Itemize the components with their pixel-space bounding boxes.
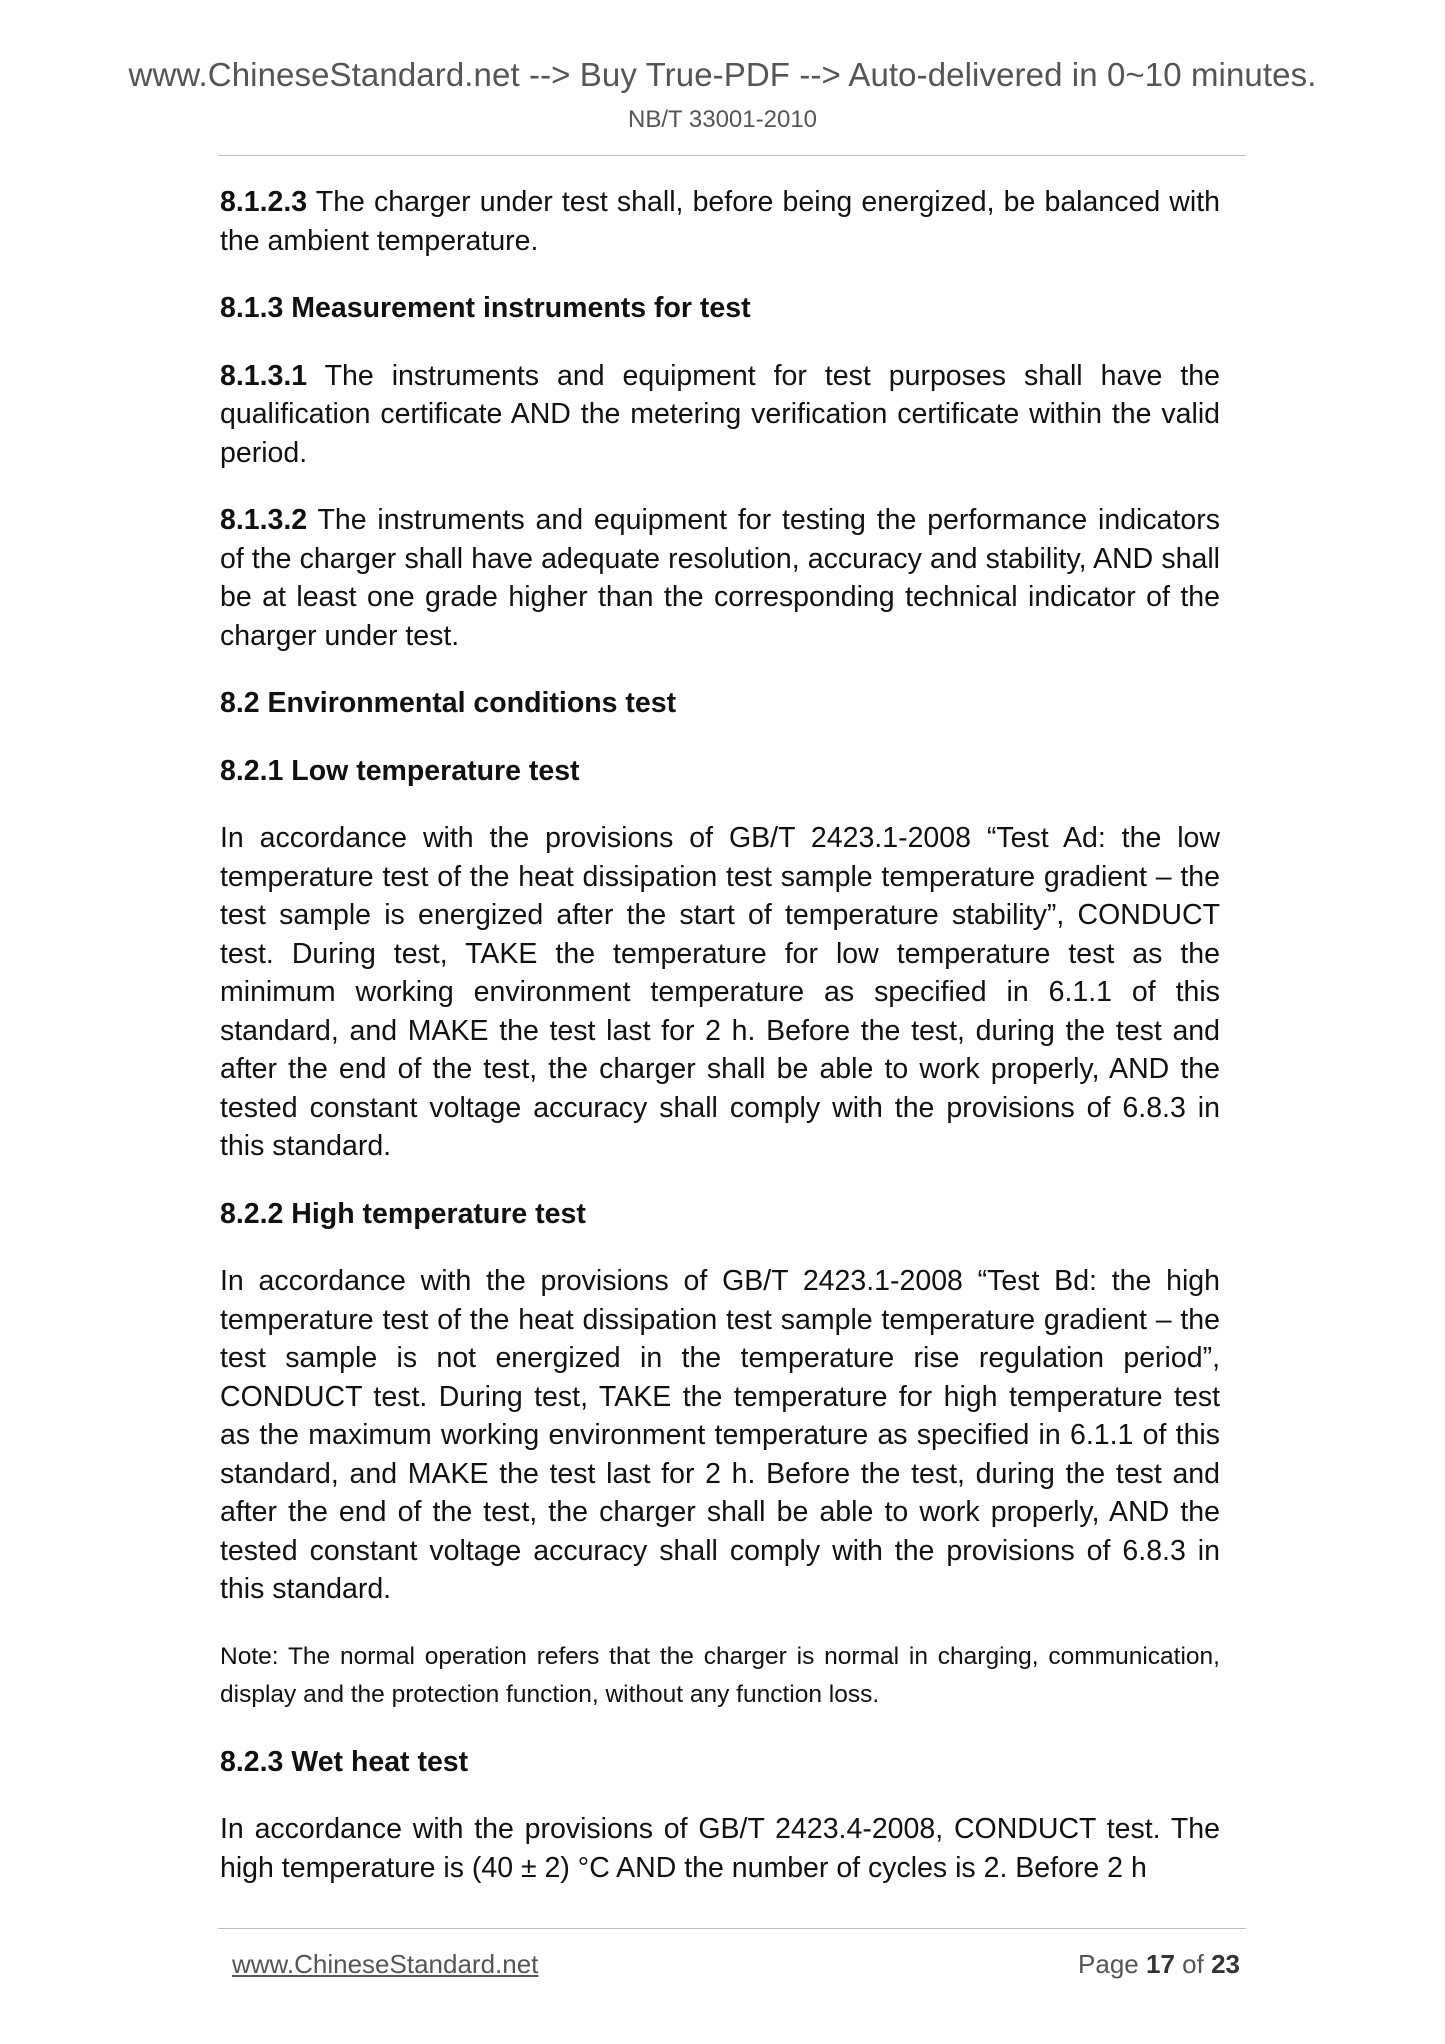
heading-8-2-3: 8.2.3 Wet heat test (220, 1745, 469, 1778)
note: Note: The normal operation refers that the charger is normal in charging, communication, display and the protection function, without any function loss. (220, 1642, 1220, 1708)
heading-8-1-3: 8.1.3 Measurement instruments for test (220, 292, 751, 324)
clause-number: 8.1.3.1 (220, 359, 308, 392)
paragraph-low-temperature: In accordance with the provisions of GB/T 2423.1-2008 “Test Ad: the low temperature test of the heat dissipation test sample temperature gradient – the test sample is energized after the start of temperature stability”, CONDUCT test. During test, TAKE the temperature for low temperature test as the minimum working environment temperature as specified in 6.1.1 of this standard, and MAKE the test last for 2 h. Before the test, during the test and after the end of the test, the charger shall be able to work properly, AND the tested constant voltage accuracy shall comply with the provisions of 6.8.3 in this standard. (220, 822, 1220, 1162)
footer-website-link[interactable]: www.ChineseStandard.net (232, 1949, 539, 1979)
clause-text: The instruments and equipment for test purposes shall have the qualification certificate AND the metering verification certificate within the valid period. (220, 359, 1220, 469)
paragraph-high-temperature: In accordance with the provisions of GB/T 2423.1-2008 “Test Bd: the high temperature test of the heat dissipation test sample temperature gradient – the test sample is not energized in the temperature rise regulation period”, CONDUCT test. During test, TAKE the temperature for high temperature test as the maximum working environment temperature as specified in 6.1.1 of this standard, and MAKE the test last for 2 h. Before the test, during the test and after the end of the test, the charger shall be able to work properly, AND the tested constant voltage accuracy shall comply with the provisions of 6.8.3 in this standard. (220, 1265, 1220, 1605)
page-label: Page (1078, 1949, 1139, 1979)
heading-8-2-1: 8.2.1 Low temperature test (220, 754, 580, 787)
clause-number: 8.1.2.3 (220, 186, 308, 218)
header-banner: www.ChineseStandard.net --> Buy True-PDF --> Auto-delivered in 0~10 minutes. (128, 56, 1317, 93)
clause-number: 8.1.3.2 (220, 504, 308, 536)
header-divider (218, 155, 1246, 156)
document-body (220, 183, 1220, 1887)
clause-8-1-3-2 (220, 501, 1220, 655)
heading-8-2: 8.2 Environmental conditions test (220, 687, 677, 719)
page-total: 23 (1211, 1949, 1240, 1979)
paragraph-wet-heat: In accordance with the provisions of GB/T 2423.4-2008, CONDUCT test. The high temperature is (40 ± 2) °C AND the number of cycles is 2. Before 2 h (220, 1813, 1220, 1884)
footer-divider (218, 1928, 1246, 1929)
page-number (1078, 1949, 1240, 1980)
clause-text: The charger under test shall, before being energized, be balanced with the ambient temperature. (220, 186, 1220, 257)
clause-text: The instruments and equipment for testing the performance indicators of the charger shall have adequate resolution, accuracy and stability, AND shall be at least one grade higher than the corresponding technical indicator of the charger under test. (220, 504, 1220, 652)
heading-8-2-2: 8.2.2 High temperature test (220, 1197, 586, 1230)
clause-8-1-2-3 (220, 183, 1220, 260)
clause-8-1-3-1 (220, 357, 1220, 473)
page-of: of (1182, 1949, 1204, 1979)
document-id: NB/T 33001-2010 (627, 106, 818, 133)
page-current: 17 (1146, 1949, 1175, 1979)
